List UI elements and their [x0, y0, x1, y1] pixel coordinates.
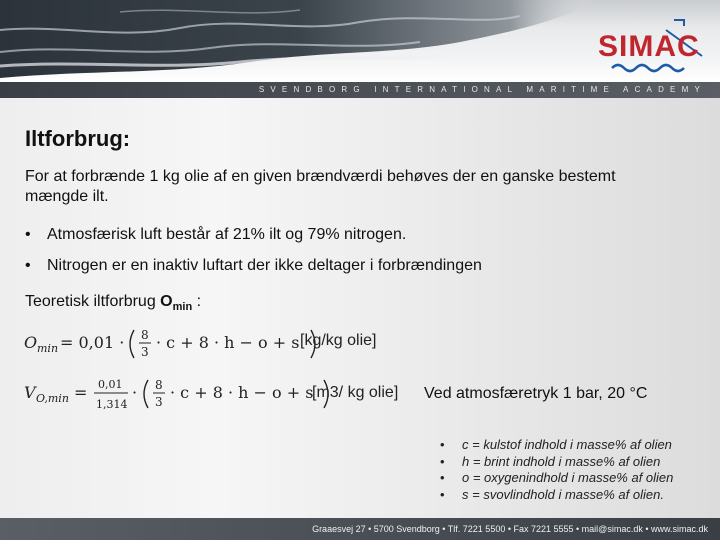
academy-banner — [0, 82, 720, 98]
bullet-item — [25, 257, 482, 275]
svg-text:O,min: O,min — [36, 392, 69, 405]
svg-text:=: = — [74, 383, 88, 402]
bullet-dot: • — [25, 257, 31, 274]
theory-heading — [25, 293, 201, 313]
definition-item — [440, 454, 673, 471]
theory-subscript: min — [172, 301, 193, 313]
svg-text:8: 8 — [155, 378, 163, 392]
definition-item — [440, 470, 673, 487]
theory-colon: : — [196, 293, 202, 310]
definition-text: h = brint indhold i masse% af olien — [462, 453, 661, 469]
simac-logo — [592, 16, 710, 78]
svg-text:1,314: 1,314 — [96, 398, 128, 411]
bullet-dot: • — [440, 437, 445, 452]
svg-text:min: min — [37, 342, 59, 355]
bullet-dot: • — [440, 453, 445, 469]
formula-vomin-unit: [m3/ kg olie] — [312, 384, 399, 401]
definition-text: o = oxygenindhold i masse% af olien — [462, 470, 674, 485]
definition-text: c = kulstof indhold i masse% af olien — [462, 437, 672, 452]
svg-text:· c + 8 · h − o + s: · c + 8 · h − o + s — [170, 383, 314, 402]
bullet-item — [25, 226, 406, 244]
slide-title: Iltforbrug: — [25, 126, 131, 151]
theory-label: Teoretisk iltforbrug — [25, 293, 156, 310]
variable-definitions — [440, 437, 673, 503]
bullet-dot: • — [440, 486, 445, 502]
bullet-text: Atmosfærisk luft består af 21% ilt og 79% nitrogen. — [47, 226, 407, 243]
svg-text:8: 8 — [141, 328, 149, 342]
definition-text: s = svovlindhold i masse% af olien. — [462, 486, 664, 502]
bullet-dot: • — [440, 470, 445, 485]
svg-text:· c + 8 · h − o + s: · c + 8 · h − o + s — [156, 333, 300, 352]
formula-omin-unit: [kg/kg olie] — [300, 332, 377, 349]
footer-bar — [0, 518, 720, 540]
bullet-dot: • — [25, 226, 31, 243]
definition-item — [440, 437, 673, 454]
svg-text:0,01: 0,01 — [98, 378, 123, 391]
header-image — [0, 0, 720, 82]
svg-text:V: V — [24, 383, 36, 402]
definition-item — [440, 487, 673, 504]
formula-vomin — [24, 372, 414, 416]
formula-omin — [24, 322, 404, 362]
banner-text: SVENDBORG INTERNATIONAL MARITIME ACADEMY — [258, 85, 706, 94]
svg-text:3: 3 — [155, 395, 163, 409]
svg-text:= 0,01 ·: = 0,01 · — [60, 333, 125, 352]
svg-text:3: 3 — [141, 345, 149, 359]
footer-contact: Graaesvej 27 • 5700 Svendborg • Tlf. 7221 5500 • Fax 7221 5555 • mail@simac.dk • www.simac.dk — [312, 524, 708, 534]
svg-text:·: · — [132, 383, 138, 402]
theory-symbol: O — [160, 293, 173, 310]
svg-text:O: O — [24, 333, 38, 352]
conditions-note: Ved atmosfæretryk 1 bar, 20 °C — [424, 385, 648, 402]
logo-text: SIMAC — [598, 30, 700, 63]
bullet-text: Nitrogen er en inaktiv luftart der ikke deltager i forbrændingen — [47, 257, 482, 274]
intro-paragraph: For at forbrænde 1 kg olie af en given brændværdi behøves der en ganske bestemt mængde ilt. — [25, 168, 616, 205]
